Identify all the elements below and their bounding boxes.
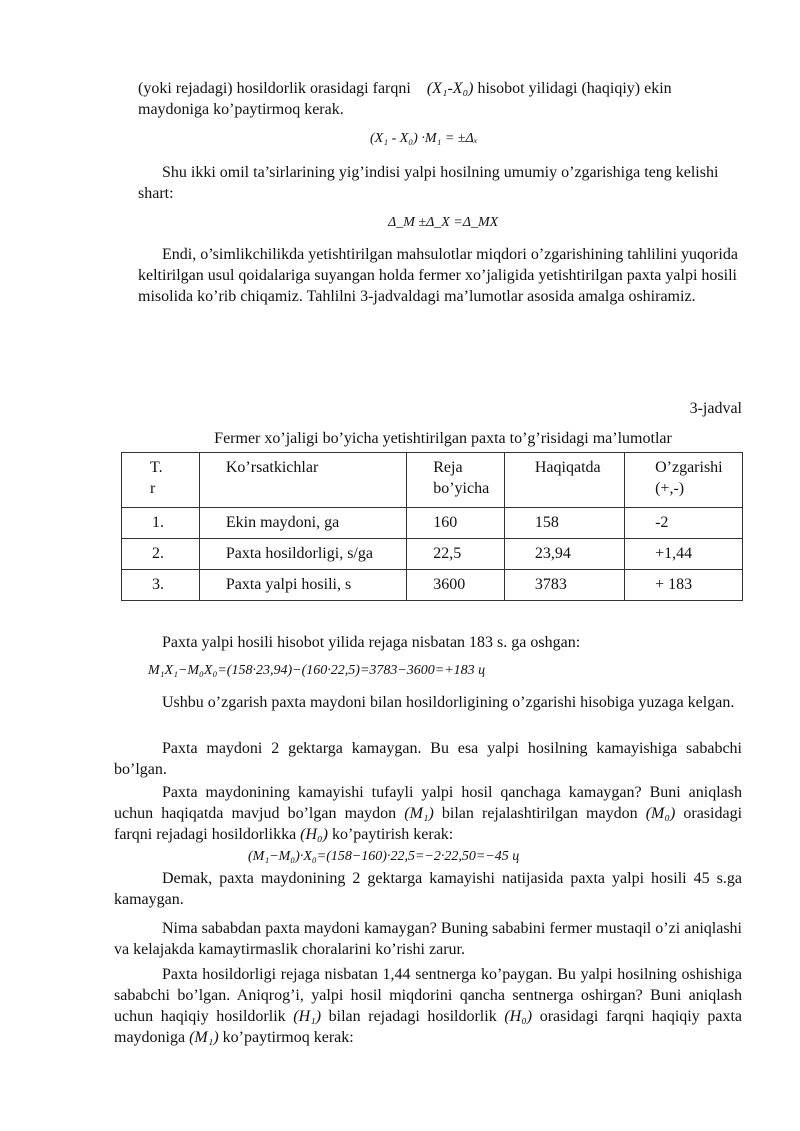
- table-header-row: [122, 453, 743, 508]
- table-cell: 3600: [407, 570, 505, 601]
- symbol-h0-b: (H₀): [504, 1008, 533, 1025]
- formula-2: Δ_M ±Δ_X =Δ_MX: [388, 215, 499, 230]
- paragraph-7-text-g: ko’paytirish kerak:: [331, 826, 454, 843]
- paragraph-9: Nima sababdan paxta maydoni kamaygan? Buning sababini fermer mustaqil o’zi aniqlashi va kelajakda kamaytirmaslik choralarini ko’rishi zarur.: [114, 920, 742, 958]
- formula-3: M₁X₁−M₀X₀=(158·23,94)−(160·22,5)=3783−3600=+183 ц: [148, 663, 486, 678]
- data-table: [121, 452, 743, 601]
- paragraph-10-text-a: Paxta hosildorligi rejaga nisbatan 1,44 sentnerga ko’paygan. Bu yalpi hosilning oshishiga sababchi bo’lgan. Aniqrog’i, yalpi hosil miqdorini qancha sentnerga oshirgan? Buni aniqlash uchun haqiqiy hosildorlik: [114, 966, 742, 1025]
- paragraph-10-text-c: bilan rejadagi hosildorlik: [328, 1008, 497, 1025]
- paragraph-6: Paxta maydoni 2 gektarga kamaygan. Bu esa yalpi hosilning kamayishiga sababchi bo’lgan.: [114, 740, 742, 778]
- paragraph-7-text-e: orasidagi farqni rejadagi hosildorlikka: [114, 805, 743, 843]
- symbol-h0: (H₀): [300, 826, 328, 843]
- table-cell: + 183: [625, 570, 743, 601]
- table-cell: 22,5: [407, 539, 505, 570]
- paragraph-10: [114, 964, 742, 1048]
- paragraph-7-text-c: bilan rejalashtirilgan maydon: [441, 805, 638, 822]
- symbol-m1-b: (M₁): [189, 1029, 219, 1046]
- symbol-m1: (M₁): [404, 805, 434, 822]
- inline-formula: (X₁-X₀): [426, 80, 474, 97]
- header-num: T. r: [150, 459, 163, 497]
- table-cell: 3783: [504, 570, 624, 601]
- paragraph-8: Demak, paxta maydonining 2 gektarga kamayishi natijasida paxta yalpi hosili 45 s.ga kamaygan.: [114, 870, 742, 908]
- paragraph-3: Endi, o’simlikchilikda yetishtirilgan mahsulotlar miqdori o’zgarishining tahlilini yuqorida keltirilgan usul qoidalariga suyangan holda fermer xo’jaligida yetishtirilgan paxta yalpi hosili misolida ko’rib chiqamiz. Tahlilni 3-jadvaldagi ma’lumotlar asosida amalga oshiramiz.: [138, 246, 738, 305]
- formula-1: (X₁ - X₀) ·M₁ = ±Δₓ: [370, 131, 478, 146]
- paragraph-2: Shu ikki omil ta’sirlarining yig’indisi yalpi hosilning umumiy o’zgarishiga teng kelishi shart:: [138, 164, 719, 202]
- header-indicators: Ko’rsatkichlar: [225, 459, 319, 476]
- paragraph-7: [114, 782, 742, 845]
- paragraph-1: [138, 78, 738, 120]
- table-cell: Paxta hosildorligi, s/ga: [199, 539, 406, 570]
- table-label: 3-jadval: [689, 400, 742, 417]
- paragraph-1-tail: hisobot yilidagi (haqiqiy) ekin maydoniga ko’paytirmoq kerak.: [138, 80, 672, 118]
- header-cell: [122, 453, 200, 508]
- table-cell: -2: [625, 508, 743, 539]
- header-cell: [407, 453, 505, 508]
- table-cell: 158: [504, 508, 624, 539]
- table-title: Fermer xo’jaligi bo’yicha yetishtirilgan paxta to’g’risidagi ma’lumotlar: [214, 430, 672, 447]
- header-plan: Reja bo’yicha: [433, 459, 490, 497]
- symbol-m0: (M₀): [645, 805, 676, 822]
- paragraph-10-text-g: ko’paytirmoq kerak:: [222, 1029, 354, 1046]
- table-cell: 1.: [122, 508, 200, 539]
- formula-4: (M₁−M₀)·X₀=(158−160)·22,5=−2·22,50=−45 ц: [248, 849, 520, 864]
- table-row: [122, 539, 743, 570]
- symbol-h1: (H₁): [293, 1008, 322, 1025]
- paragraph-5: Ushbu o’zgarish paxta maydoni bilan hosildorligining o’zgarishi hisobiga yuzaga kelgan.: [162, 694, 735, 711]
- header-change: O’zgarishi (+,-): [655, 459, 723, 497]
- header-cell: [504, 453, 624, 508]
- paragraph-7-text-a: Paxta maydonining kamayishi tufayli yalpi hosil qanchaga kamaygan? Buni aniqlash uchun haqiqatda mavjud bo’lgan maydon: [114, 784, 742, 822]
- table-cell: 160: [407, 508, 505, 539]
- paragraph-1-text: (yoki rejadagi) hosildorlik orasidagi farqni: [138, 80, 411, 97]
- table-cell: 23,94: [504, 539, 624, 570]
- table-row: [122, 508, 743, 539]
- paragraph-10-text-e: orasidagi farqni haqiqiy paxta maydoniga: [114, 1008, 743, 1046]
- table-cell: 2.: [122, 539, 200, 570]
- table-cell: +1,44: [625, 539, 743, 570]
- header-actual: Haqiqatda: [534, 459, 601, 476]
- table-cell: Paxta yalpi hosili, s: [199, 570, 406, 601]
- table-cell: Ekin maydoni, ga: [199, 508, 406, 539]
- header-cell: [199, 453, 406, 508]
- paragraph-4: Paxta yalpi hosili hisobot yilida rejaga nisbatan 183 s. ga oshgan:: [162, 634, 581, 651]
- table-cell: 3.: [122, 570, 200, 601]
- header-cell: [625, 453, 743, 508]
- table-row: [122, 570, 743, 601]
